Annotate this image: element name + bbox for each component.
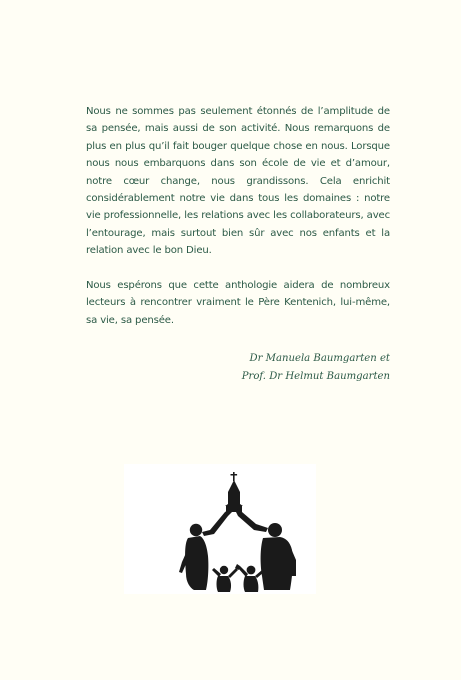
- family-church-illustration: [124, 464, 316, 594]
- signature-line-1: Dr Manuela Baumgarten et: [249, 353, 390, 364]
- body-paragraph-2: Nous espérons que cette anthologie aidera de nombreux lecteurs à rencontrer vraiment le Père Kentenich, lui-même, sa vie, sa pensée.: [86, 280, 390, 326]
- signature-line-2: Prof. Dr Helmut Baumgarten: [241, 371, 390, 382]
- body-paragraph-1: Nous ne sommes pas seulement étonnés de l’amplitude de sa pensée, mais aussi de son activité. Nous remarquons de plus en plus qu’il fait bouger quelque chose en nous. Lorsque nous nous embarquons dans son école de vie et d’amour, notre cœur change, nous grandissons. Cela enrichit considérablement notre vie dans tous les domaines : notre vie professionnelle, les relations avec les collaborateurs, avec l’entourage, mais surtout bien sûr avec nos enfants et la relation avec le bon Dieu.: [86, 106, 390, 257]
- body-text: [86, 103, 390, 329]
- signature: [150, 350, 390, 386]
- family-church-silhouette-icon: [124, 464, 316, 594]
